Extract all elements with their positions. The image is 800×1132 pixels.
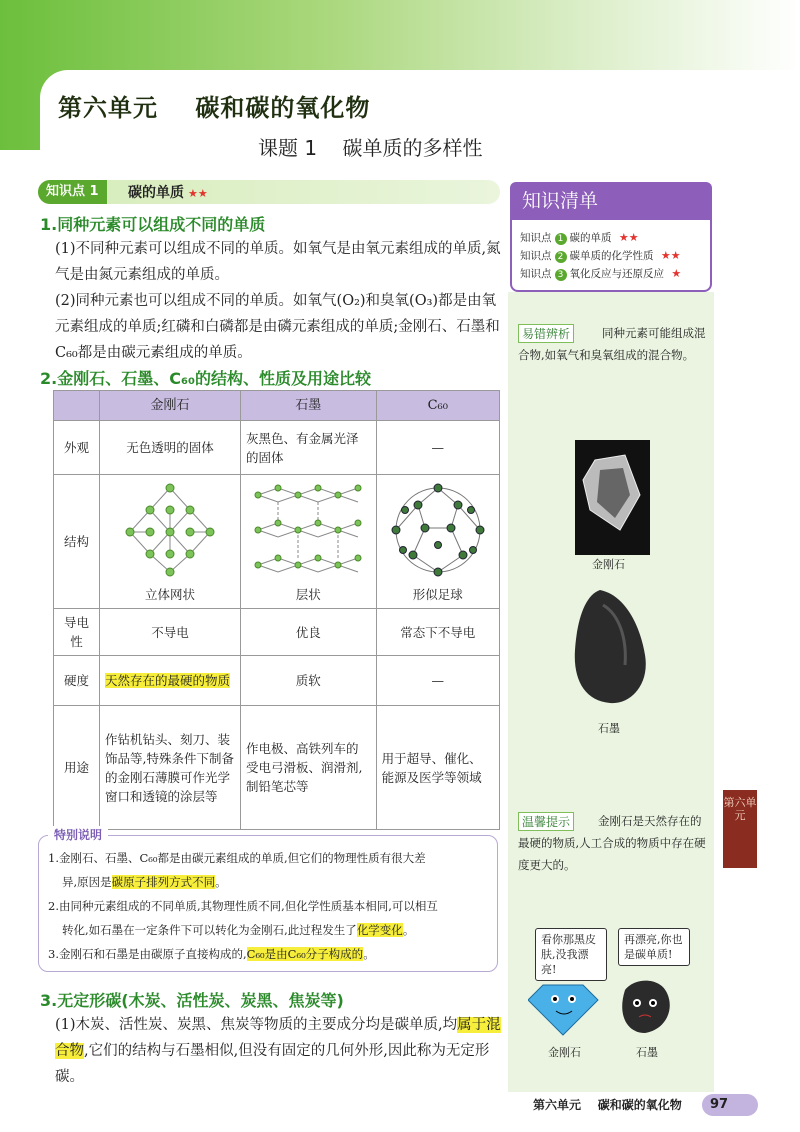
row-label: 硬度 xyxy=(54,656,100,706)
tip-tag-error: 易错辨析 xyxy=(518,324,574,343)
comparison-table xyxy=(53,390,500,830)
table-header-cell xyxy=(54,391,100,421)
highlight-text: C₆₀是由C₆₀分子构成的 xyxy=(246,947,364,961)
diamond-structure-diagram xyxy=(110,480,230,580)
table-cell: 无色透明的固体 xyxy=(100,421,241,475)
row-label: 用途 xyxy=(54,706,100,830)
tip-text-reminder: 金刚石是天然存在的最硬的物质,人工合成的物质中存在硬度更大的。 xyxy=(518,814,706,872)
knowledge-point-bar xyxy=(38,180,500,204)
note-line: 异,原因是碳原子排列方式不同。 xyxy=(62,875,227,889)
table-header-cell: 石墨 xyxy=(240,391,376,421)
structure-caption: 立体网状 xyxy=(144,586,195,602)
table-cell: 作电极、高铁列车的受电弓滑板、润滑剂,制铅笔芯等 xyxy=(240,706,376,830)
footer-title: 第六单元 碳和碳的氧化物 xyxy=(533,1098,682,1112)
paragraph-3: (1)木炭、活性炭、炭黑、焦炭等物质的主要成分均是碳单质,均属于混合物,它们的结构与石墨相似,但没有固定的几何外形,因此称为无定形碳。 xyxy=(55,1017,501,1085)
knowledge-list-title: 知识清单 xyxy=(510,182,712,220)
table-cell: 优良 xyxy=(240,609,376,656)
diamond-caption: 金刚石 xyxy=(592,558,625,571)
c60-structure-diagram xyxy=(383,480,493,580)
difficulty-stars: ★★ xyxy=(188,187,208,200)
table-row xyxy=(54,656,500,706)
special-note-tag: 特别说明 xyxy=(48,826,108,843)
tip-text-error: 同种元素可能组成混合物,如氧气和臭氧组成的混合物。 xyxy=(518,326,706,362)
table-cell xyxy=(100,656,241,706)
structure-caption: 层状 xyxy=(295,586,321,602)
table-cell: 质软 xyxy=(240,656,376,706)
note-line: 转化,如石墨在一定条件下可以转化为金刚石,此过程发生了化学变化。 xyxy=(62,923,415,937)
row-label: 外观 xyxy=(54,421,100,475)
note-line: 1.金刚石、石墨、C₆₀都是由碳元素组成的单质,但它们的物理性质有很大差 xyxy=(48,851,426,865)
table-cell xyxy=(376,475,499,609)
knowledge-list-item: 知识点 3 氧化反应与还原反应 ★ xyxy=(520,267,682,280)
speech-bubble-graphite: 再漂亮,你也是碳单质! xyxy=(618,928,690,966)
table-cell: — xyxy=(376,421,499,475)
table-row xyxy=(54,475,500,609)
table-header-row xyxy=(54,391,500,421)
paragraph-1: (1)不同种元素可以组成不同的单质。如氧气是由氧元素组成的单质,氮气是由氮元素组成的单质。 xyxy=(55,241,501,283)
unit-title: 第六单元 碳和碳的氧化物 xyxy=(58,94,371,122)
knowledge-list-item: 知识点 2 碳单质的化学性质 ★★ xyxy=(520,249,681,262)
table-row xyxy=(54,421,500,475)
row-label: 结构 xyxy=(54,475,100,609)
structure-caption: 形似足球 xyxy=(412,586,463,602)
table-row xyxy=(54,609,500,656)
highlight-text: 属于混合物 xyxy=(55,1017,501,1059)
table-cell: 用于超导、催化、能源及医学等领域 xyxy=(376,706,499,830)
note-line: 2.由同种元素组成的不同单质,其物理性质不同,但化学性质基本相同,可以相互 xyxy=(48,899,438,913)
cartoon-graphite xyxy=(615,975,675,1040)
highlight-text: 化学变化 xyxy=(356,923,403,937)
table-row xyxy=(54,706,500,830)
cartoon-diamond xyxy=(528,975,603,1040)
speech-bubble-diamond: 看你那黑皮肤,没我漂亮! xyxy=(535,928,607,981)
unit-side-tab: 第六单元 xyxy=(723,790,757,868)
lesson-title: 课题 1 碳单质的多样性 xyxy=(258,136,483,160)
highlight-text: 碳原子排列方式不同 xyxy=(111,875,216,889)
table-cell xyxy=(100,475,241,609)
knowledge-list-item: 知识点 1 碳的单质 ★★ xyxy=(520,231,639,244)
table-header-cell: C₆₀ xyxy=(376,391,499,421)
note-line: 3.金刚石和石墨是由碳原子直接构成的,C₆₀是由C₆₀分子构成的。 xyxy=(48,947,375,961)
section-heading-2: 2.金刚石、石墨、C₆₀的结构、性质及用途比较 xyxy=(40,369,371,388)
table-cell: 作钻机钻头、刻刀、装饰品等,特殊条件下制备的金刚石薄膜可作光学窗口和透镜的涂层等 xyxy=(100,706,241,830)
highlight-text: 天然存在的最硬的物质 xyxy=(105,673,231,688)
table-cell xyxy=(240,475,376,609)
cartoon-diamond-label: 金刚石 xyxy=(548,1046,581,1059)
table-cell: 不导电 xyxy=(100,609,241,656)
graphite-structure-diagram xyxy=(248,480,368,580)
section-heading-3: 3.无定形碳(木炭、活性炭、炭黑、焦炭等) xyxy=(40,991,344,1010)
cartoon-graphite-label: 石墨 xyxy=(636,1046,658,1059)
section-heading-1: 1.同种元素可以组成不同的单质 xyxy=(40,215,266,234)
graphite-caption: 石墨 xyxy=(598,722,620,735)
table-cell: 灰黑色、有金属光泽的固体 xyxy=(240,421,376,475)
tip-tag-reminder: 温馨提示 xyxy=(518,812,574,831)
table-cell: 常态下不导电 xyxy=(376,609,499,656)
knowledge-point-title: 碳的单质 ★★ xyxy=(128,185,208,201)
table-cell: — xyxy=(376,656,499,706)
diamond-photo xyxy=(575,440,650,555)
page-number: 97 xyxy=(702,1094,758,1116)
knowledge-point-tag: 知识点 1 xyxy=(38,180,107,204)
row-label: 导电性 xyxy=(54,609,100,656)
paragraph-2: (2)同种元素也可以组成不同的单质。如氧气(O₂)和臭氧(O₃)都是由氧元素组成的单质;红磷和白磷都是由磷元素组成的单质;金刚石、石墨和C₆₀都是由碳元素组成的单质。 xyxy=(55,293,500,361)
table-header-cell: 金刚石 xyxy=(100,391,241,421)
graphite-photo xyxy=(565,585,655,715)
